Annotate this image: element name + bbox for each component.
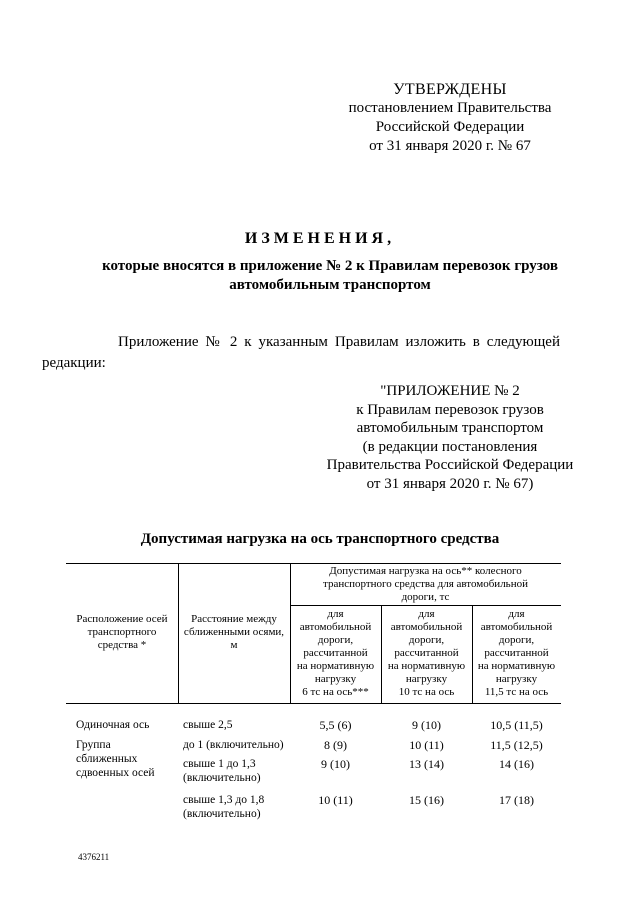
paragraph-line-2: редакции: [42,355,106,371]
row-1-distance: свыше 2,5 [183,719,233,731]
header-text: автомобильной [480,621,553,633]
appendix-line-3: автомобильным транспортом [356,420,544,436]
appendix-line-4: (в редакции постановления [362,438,538,455]
approval-block [300,80,600,156]
row-1-value-6t: 5,5 (6) [319,718,352,732]
table-title: Допустимая нагрузка на ось транспортного средства [140,531,500,547]
header-load-11-5t [472,608,561,699]
row-4-value-10t: 15 (16) [409,793,444,807]
row-3-value-6t: 9 (10) [321,757,350,771]
header-load-10t [381,608,472,699]
header-text: средства * [97,639,147,651]
changes-subtitle [60,257,600,295]
table-header-bottom-border [66,703,561,704]
header-text: на нормативную [387,660,466,672]
header-text: для [418,608,435,620]
row-3-value-10t: 13 (14) [409,757,444,771]
header-text: автомобильной [299,621,372,633]
row-4-value-6t: 10 (11) [318,793,353,807]
changes-title: ИЗМЕНЕНИЯ, [244,230,396,247]
header-text: 11,5 тс на ось [484,686,549,698]
appendix-line-1: "ПРИЛОЖЕНИЕ № 2 [380,383,520,399]
appendix-line-6: от 31 января 2020 г. № 67) [366,475,534,492]
header-text: автомобильной [390,621,463,633]
header-text: 6 тс на ось*** [302,686,369,698]
header-load-6t [290,608,381,699]
distance-line: свыше 1,3 до 1,8 [183,794,265,806]
row-2-distance: до 1 (включительно) [183,739,284,751]
header-text: для [508,608,525,620]
approval-line-1: постановлением Правительства [348,100,552,116]
header-text: для [327,608,344,620]
paragraph-line-1: Приложение № 2 к указанным Правилам изложить в следующей [118,334,560,350]
row-1-value-11-5t: 10,5 (11,5) [490,718,543,732]
changes-subtitle-line-2: автомобильным транспортом [229,277,431,293]
header-text: Допустимая нагрузка на ось** колесного [329,565,522,577]
distance-line: свыше 1 до 1,3 [183,758,256,770]
row-1-axle: Одиночная ось [76,719,150,731]
header-text: м [230,639,238,651]
approval-line-3: от 31 января 2020 г. № 67 [369,138,531,154]
header-text: на нормативную [296,660,375,672]
header-text: 10 тс на ось [398,686,455,698]
header-text: рассчитанной [394,647,459,659]
appendix-line-2: к Правилам перевозок грузов [356,401,544,418]
header-text: сближенными осями, [183,626,285,638]
row-4-value-11-5t: 17 (18) [499,793,534,807]
body-paragraph [42,332,560,374]
header-text: рассчитанной [484,647,549,659]
header-text: дороги, [498,634,535,646]
row-3-value-11-5t: 14 (16) [499,757,534,771]
header-axle-distance [178,613,290,652]
distance-line: (включительно) [183,772,261,784]
header-text: рассчитанной [303,647,368,659]
approval-line-2: Российской Федерации [375,119,525,135]
appendix-block [300,382,600,493]
row-3-distance [183,757,261,785]
header-text: транспортного [87,626,157,638]
header-text: Расстояние между [191,613,277,625]
header-text: на нормативную [477,660,556,672]
row-1-value-10t: 9 (10) [412,718,441,732]
row-2-value-11-5t: 11,5 (12,5) [490,738,543,752]
document-id: 4376211 [78,852,110,862]
row-2-value-6t: 8 (9) [324,738,347,752]
header-axle-arrangement [66,613,178,652]
header-text: нагрузку [495,673,538,685]
header-text: Расположение осей [76,613,168,625]
header-text: нагрузку [405,673,448,685]
row-2-value-10t: 10 (11) [409,738,444,752]
header-text: дороги, тс [401,591,450,603]
row-3-axle-cont: сдвоенных осей [76,767,155,779]
table-group-divider [290,605,561,606]
approval-title: УТВЕРЖДЕНЫ [393,81,507,98]
appendix-line-5: Правительства Российской Федерации [326,457,574,473]
header-text: транспортного средства для автомобильной [323,578,528,590]
header-text: дороги, [408,634,445,646]
header-text: нагрузку [314,673,357,685]
changes-subtitle-line-1: которые вносятся в приложение № 2 к Правилам перевозок грузов [102,258,558,274]
row-3-axle: сближенных [76,753,138,765]
row-2-axle: Группа [76,739,111,751]
header-allowed-load-group [290,565,561,604]
row-4-distance [183,793,264,821]
distance-line: (включительно) [183,808,261,820]
table-top-border [66,563,561,564]
header-text: дороги, [317,634,354,646]
